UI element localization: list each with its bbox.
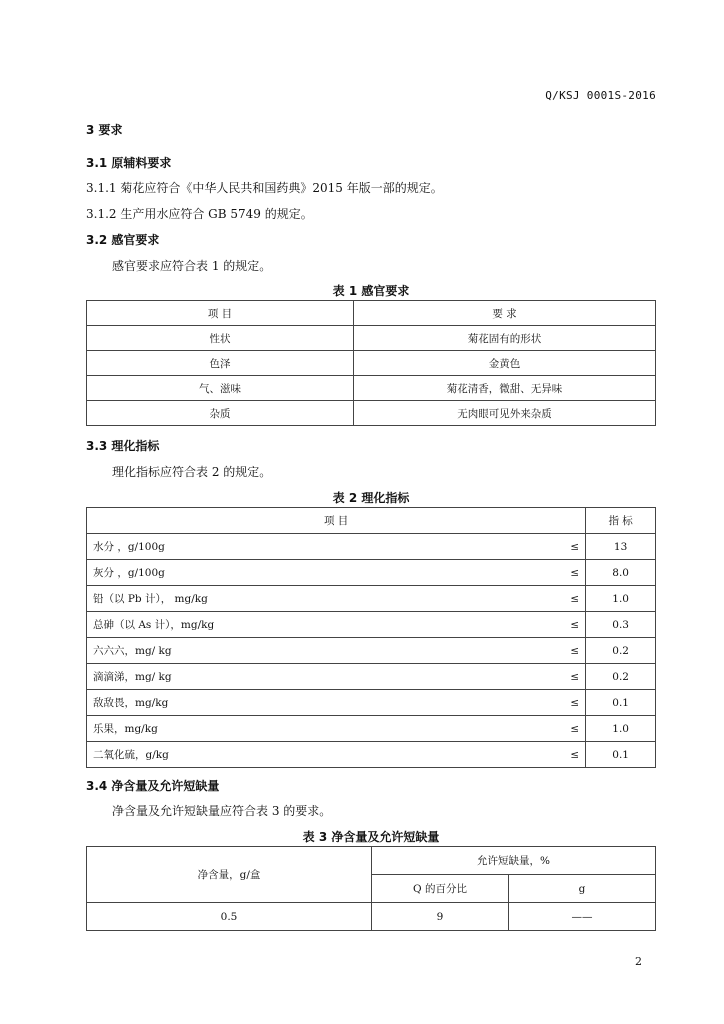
section-3-1-heading: 3.1 原辅料要求 xyxy=(86,156,172,170)
operator-symbol: ≤ xyxy=(535,742,586,768)
table-row xyxy=(87,534,656,560)
table-cell: 性状 xyxy=(87,326,354,351)
table-1-caption: 表 1 感官要求 xyxy=(332,284,410,298)
operator-symbol: ≤ xyxy=(535,638,586,664)
indicator-value: 0.2 xyxy=(586,638,656,664)
table-cell: 金黄色 xyxy=(354,351,656,376)
document-id: Q/KSJ 0001S-2016 xyxy=(545,89,656,102)
operator-symbol: ≤ xyxy=(535,586,586,612)
table-header-cell: 允许短缺量，% xyxy=(372,847,656,875)
indicator-name: 水分 ，g/100g xyxy=(87,534,536,560)
section-3-heading: 3 要求 xyxy=(86,123,123,137)
indicator-value: 8.0 xyxy=(586,560,656,586)
page-number: 2 xyxy=(635,955,642,968)
table-row xyxy=(87,560,656,586)
table-header-cell: 要 求 xyxy=(354,301,656,326)
table-cell: 菊花清香，微甜、无异味 xyxy=(354,376,656,401)
table-header-row xyxy=(87,508,656,534)
table-row xyxy=(87,326,656,351)
indicator-value: 0.1 xyxy=(586,690,656,716)
indicator-value: 1.0 xyxy=(586,716,656,742)
indicator-name: 灰分 ，g/100g xyxy=(87,560,536,586)
table-cell: 无肉眼可见外来杂质 xyxy=(354,401,656,426)
table-cell: 杂质 xyxy=(87,401,354,426)
table-header-row xyxy=(87,847,656,875)
indicator-name: 六六六，mg/ kg xyxy=(87,638,536,664)
indicator-value: 13 xyxy=(586,534,656,560)
table-row xyxy=(87,376,656,401)
indicator-name: 铅（以 Pb 计）， mg/kg xyxy=(87,586,536,612)
indicator-name: 二氧化硫，g/kg xyxy=(87,742,536,768)
table-row xyxy=(87,903,656,931)
table-subheader-cell: Q 的百分比 xyxy=(372,875,509,903)
section-3-4-text: 净含量及允许短缺量应符合表 3 的要求。 xyxy=(112,804,332,818)
indicator-value: 1.0 xyxy=(586,586,656,612)
table-sensory-requirements xyxy=(86,300,656,426)
table-row xyxy=(87,664,656,690)
table-cell: 色泽 xyxy=(87,351,354,376)
table-header-row xyxy=(87,301,656,326)
table-row xyxy=(87,716,656,742)
operator-symbol: ≤ xyxy=(535,534,586,560)
table-header-cell: 项 目 xyxy=(87,301,354,326)
indicator-name: 滴滴涕，mg/ kg xyxy=(87,664,536,690)
table-cell: 0.5 xyxy=(87,903,372,931)
clause-3-1-1: 3.1.1 菊花应符合《中华人民共和国药典》2015 年版一部的规定。 xyxy=(86,181,443,195)
table-cell: 气、滋味 xyxy=(87,376,354,401)
table-3-caption: 表 3 净含量及允许短缺量 xyxy=(302,830,440,844)
operator-symbol: ≤ xyxy=(535,690,586,716)
table-2-caption: 表 2 理化指标 xyxy=(332,491,410,505)
section-3-4-heading: 3.4 净含量及允许短缺量 xyxy=(86,779,220,793)
operator-symbol: ≤ xyxy=(535,664,586,690)
indicator-name: 敌敌畏，mg/kg xyxy=(87,690,536,716)
table-row xyxy=(87,690,656,716)
section-3-2-heading: 3.2 感官要求 xyxy=(86,233,160,247)
table-row xyxy=(87,612,656,638)
table-header-cell: 指 标 xyxy=(586,508,656,534)
table-row xyxy=(87,742,656,768)
indicator-value: 0.2 xyxy=(586,664,656,690)
table-cell: —— xyxy=(509,903,656,931)
table-cell: 9 xyxy=(372,903,509,931)
table-subheader-cell: g xyxy=(509,875,656,903)
section-3-2-text: 感官要求应符合表 1 的规定。 xyxy=(112,259,272,273)
operator-symbol: ≤ xyxy=(535,560,586,586)
clause-3-1-2: 3.1.2 生产用水应符合 GB 5749 的规定。 xyxy=(86,207,313,221)
operator-symbol: ≤ xyxy=(535,716,586,742)
table-physicochemical-indicators xyxy=(86,507,656,768)
table-net-content xyxy=(86,846,656,931)
table-header-cell: 项 目 xyxy=(87,508,586,534)
table-row xyxy=(87,401,656,426)
table-row xyxy=(87,638,656,664)
section-3-3-text: 理化指标应符合表 2 的规定。 xyxy=(112,465,272,479)
table-row xyxy=(87,351,656,376)
table-header-cell: 净含量，g/盒 xyxy=(87,847,372,903)
indicator-name: 总砷（以 As 计），mg/kg xyxy=(87,612,536,638)
indicator-name: 乐果，mg/kg xyxy=(87,716,536,742)
indicator-value: 0.3 xyxy=(586,612,656,638)
section-3-3-heading: 3.3 理化指标 xyxy=(86,439,160,453)
table-row xyxy=(87,586,656,612)
indicator-value: 0.1 xyxy=(586,742,656,768)
operator-symbol: ≤ xyxy=(535,612,586,638)
table-cell: 菊花固有的形状 xyxy=(354,326,656,351)
